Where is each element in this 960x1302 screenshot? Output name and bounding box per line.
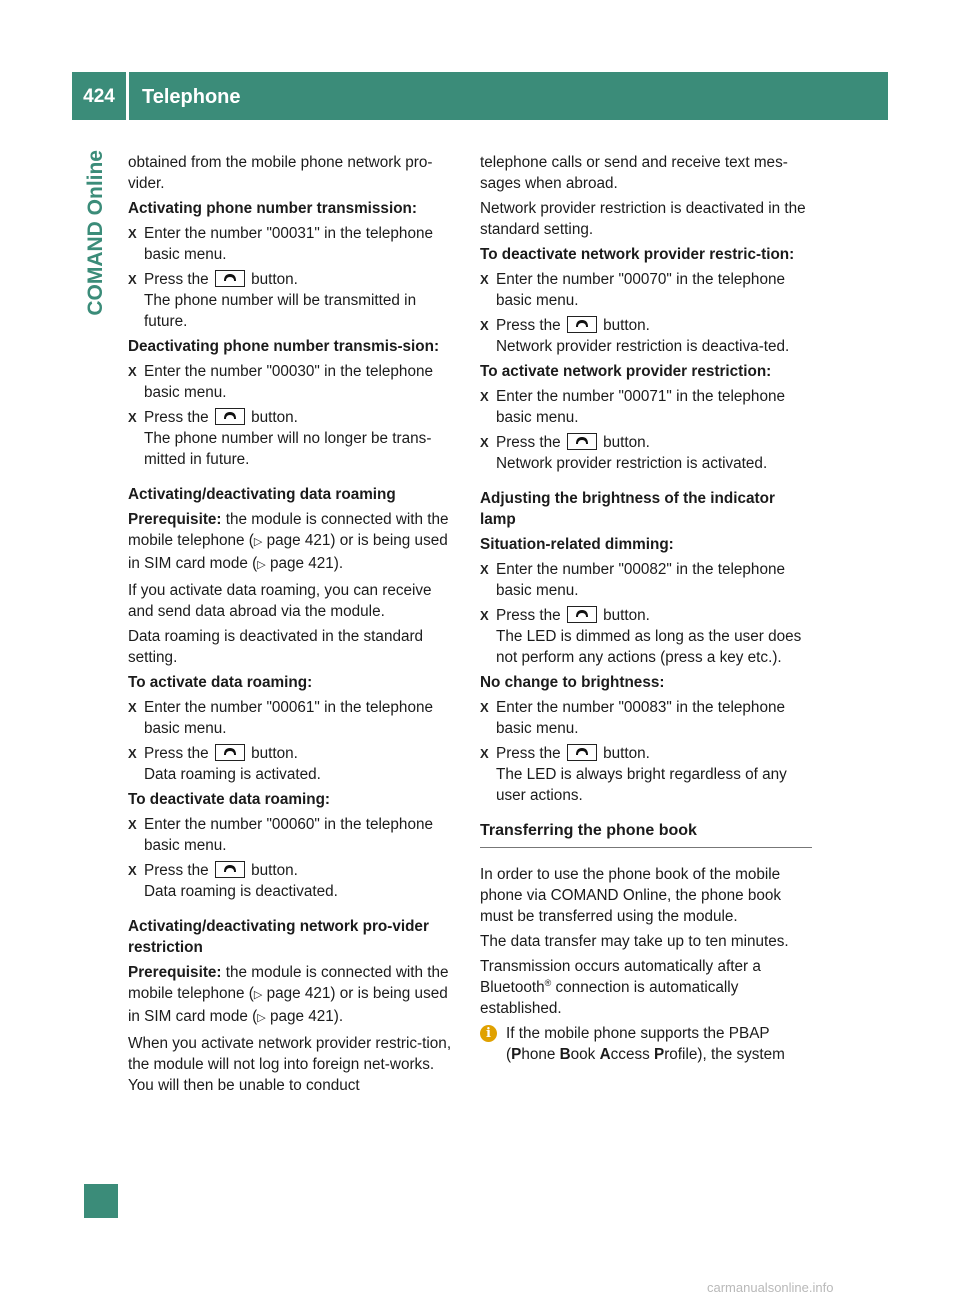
arrow-step-icon: X xyxy=(128,410,137,425)
instruction-step: X Press the button. The LED is dimmed as long as the user does not perform any actions (press a key etc.). xyxy=(480,607,802,666)
instruction-step: X Enter the number "00060" in the telephone basic menu. xyxy=(128,816,433,854)
side-tab-marker xyxy=(84,1184,118,1218)
left-column xyxy=(128,152,460,1100)
instruction-step: X Enter the number "00071" in the telephone basic menu. xyxy=(480,388,785,426)
right-column xyxy=(480,152,812,1065)
paragraph: Data roaming is deactivated in the standard setting. xyxy=(128,628,424,666)
paragraph: Prerequisite: the module is connected with the mobile telephone (▷ page 421) or is being used in SIM card mode (▷ page 421). xyxy=(128,964,449,1025)
paragraph: If you activate data roaming, you can receive and send data abroad via the module. xyxy=(128,582,432,620)
paragraph: telephone calls or send and receive text mes-sages when abroad. xyxy=(480,154,788,192)
header-divider xyxy=(126,72,129,120)
phone-handset-icon xyxy=(567,433,597,450)
arrow-step-icon: X xyxy=(128,226,137,241)
page-reference-link[interactable]: page 421 xyxy=(266,985,331,1002)
instruction-step: X Press the button. Data roaming is deactivated. xyxy=(128,862,338,900)
paragraph: The data transfer may take up to ten minutes. xyxy=(480,933,789,950)
arrow-step-icon: X xyxy=(480,272,489,287)
instruction-step: X Enter the number "00083" in the telephone basic menu. xyxy=(480,699,785,737)
subheading: Adjusting the brightness of the indicator lamp xyxy=(480,490,775,528)
section-title: Transferring the phone book xyxy=(480,822,697,839)
side-tab-label: COMAND Online xyxy=(84,150,107,316)
subheading: Activating/deactivating data roaming xyxy=(128,486,396,503)
instruction-step: X Press the button. The LED is always bright regardless of any user actions. xyxy=(480,745,787,804)
paragraph: In order to use the phone book of the mobile phone via COMAND Online, the phone book must be transferred using the module. xyxy=(480,866,782,925)
subheading: Deactivating phone number transmis-sion: xyxy=(128,338,440,355)
arrow-step-icon: X xyxy=(480,562,489,577)
phone-handset-icon xyxy=(567,316,597,333)
arrow-step-icon: X xyxy=(128,364,137,379)
instruction-step: X Press the button. The phone number will be transmitted in future. xyxy=(128,271,417,330)
arrow-step-icon: X xyxy=(128,700,137,715)
page-reference-link[interactable]: page 421 xyxy=(266,532,331,549)
subheading: No change to brightness: xyxy=(480,674,665,691)
subheading: To deactivate data roaming: xyxy=(128,791,331,808)
phone-handset-icon xyxy=(567,744,597,761)
subheading: Activating/deactivating network pro-vider restriction xyxy=(128,918,429,956)
subheading: Situation-related dimming: xyxy=(480,536,674,553)
arrow-step-icon: X xyxy=(480,318,489,333)
instruction-step: X Enter the number "00070" in the telephone basic menu. xyxy=(480,271,785,309)
section-divider xyxy=(480,847,812,848)
instruction-step: X Press the button. Network provider restriction is deactiva-ted. xyxy=(480,317,790,355)
subheading: To deactivate network provider restric-tion: xyxy=(480,246,795,263)
info-note: i If the mobile phone supports the PBAP (Phone Book Access Profile), the system xyxy=(480,1023,812,1065)
arrow-step-icon: X xyxy=(480,389,489,404)
watermark: carmanualsonline.info xyxy=(707,1280,834,1295)
arrow-step-icon: X xyxy=(480,700,489,715)
info-icon: i xyxy=(480,1025,497,1042)
paragraph: Prerequisite: the module is connected with the mobile telephone (▷ page 421) or is being used in SIM card mode (▷ page 421). xyxy=(128,511,449,572)
phone-handset-icon xyxy=(215,744,245,761)
phone-handset-icon xyxy=(215,408,245,425)
subheading: To activate network provider restriction: xyxy=(480,363,772,380)
arrow-step-icon: X xyxy=(128,746,137,761)
arrow-step-icon: X xyxy=(128,817,137,832)
instruction-step: X Enter the number "00082" in the telephone basic menu. xyxy=(480,561,785,599)
arrow-step-icon: X xyxy=(480,608,489,623)
instruction-step: X Enter the number "00031" in the telephone basic menu. xyxy=(128,225,433,263)
page-reference-link[interactable]: page 421 xyxy=(269,555,334,572)
arrow-step-icon: X xyxy=(480,746,489,761)
instruction-step: X Press the button. Data roaming is activated. xyxy=(128,745,321,783)
page-title: Telephone xyxy=(142,86,241,108)
arrow-step-icon: X xyxy=(128,272,137,287)
instruction-step: X Press the button. The phone number will no longer be trans-mitted in future. xyxy=(128,409,432,468)
phone-handset-icon xyxy=(567,606,597,623)
subheading: To activate data roaming: xyxy=(128,674,313,691)
paragraph: Transmission occurs automatically after a Bluetooth® connection is automatically established. xyxy=(480,958,761,1017)
arrow-step-icon: X xyxy=(480,435,489,450)
page-number: 424 xyxy=(83,86,115,107)
phone-handset-icon xyxy=(215,270,245,287)
paragraph: When you activate network provider restric-tion, the module will not log into foreign net-works. You will then be unable to conduct xyxy=(128,1035,452,1094)
instruction-step: X Enter the number "00030" in the telephone basic menu. xyxy=(128,363,433,401)
instruction-step: X Press the button. Network provider restriction is activated. xyxy=(480,434,768,472)
page-reference-link[interactable]: page 421 xyxy=(269,1008,334,1025)
arrow-step-icon: X xyxy=(128,863,137,878)
instruction-step: X Enter the number "00061" in the telephone basic menu. xyxy=(128,699,433,737)
paragraph: obtained from the mobile phone network pro-vider. xyxy=(128,154,433,192)
subheading: Activating phone number transmission: xyxy=(128,200,417,217)
paragraph: Network provider restriction is deactivated in the standard setting. xyxy=(480,200,806,238)
phone-handset-icon xyxy=(215,861,245,878)
